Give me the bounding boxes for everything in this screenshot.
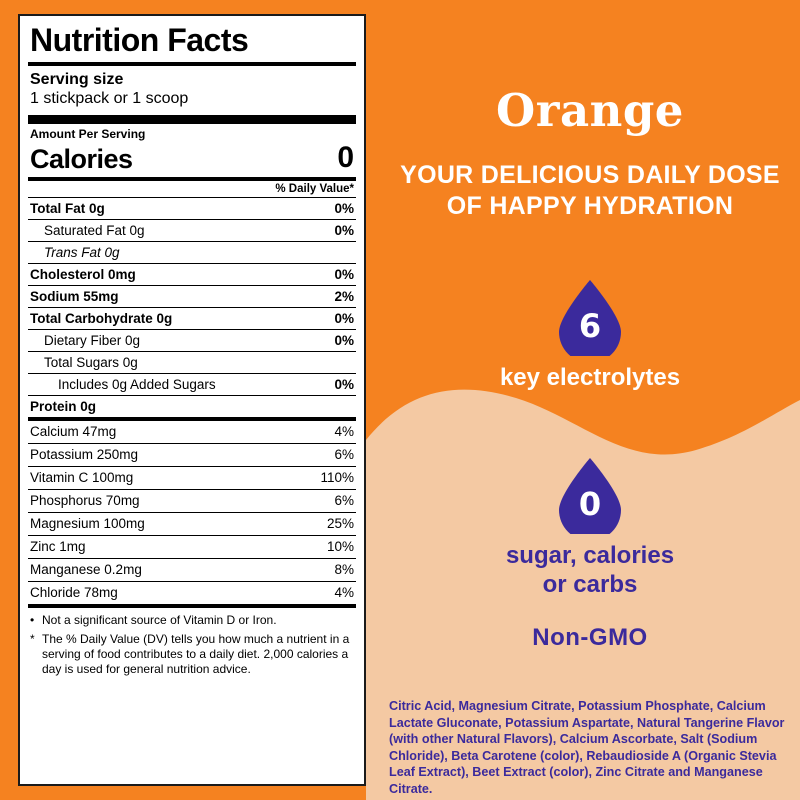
tagline-line-1: YOUR DELICIOUS DAILY DOSE xyxy=(400,161,780,189)
nutrient-dv: 0% xyxy=(334,266,354,282)
nutrient-dv: 2% xyxy=(334,288,354,304)
nutrient-row xyxy=(28,242,356,263)
nutrient-dv: 0% xyxy=(334,310,354,326)
nutrient-row xyxy=(28,374,356,395)
marketing-column xyxy=(380,0,800,800)
water-drop-icon xyxy=(559,458,621,534)
vitamin-dv: 6% xyxy=(334,447,354,463)
vitamin-dv: 110% xyxy=(320,470,354,486)
electrolytes-callout xyxy=(380,280,800,392)
vitamin-name: Calcium 47mg xyxy=(30,424,117,440)
nutrient-row xyxy=(28,308,356,329)
footnote xyxy=(30,632,354,681)
vitamin-name: Potassium 250mg xyxy=(30,447,139,463)
water-drop-icon xyxy=(559,280,621,356)
nutrient-dv: 0% xyxy=(334,376,354,392)
nutrient-row xyxy=(28,396,356,417)
nutrient-name: Protein 0g xyxy=(30,398,97,414)
calories-label: Calories xyxy=(30,143,133,174)
vitamin-row xyxy=(28,490,356,512)
nutrient-name: Total Fat 0g xyxy=(30,200,105,216)
nutrient-name: Total Carbohydrate 0g xyxy=(30,310,173,326)
vitamin-row xyxy=(28,421,356,443)
amount-per-serving-label: Amount Per Serving xyxy=(30,126,146,141)
vitamin-name: Vitamin C 100mg xyxy=(30,470,134,486)
vitamin-row xyxy=(28,444,356,466)
tagline xyxy=(380,160,800,223)
calories-value: 0 xyxy=(337,140,354,174)
daily-value-header: % Daily Value* xyxy=(275,182,354,195)
serving-size-value: 1 stickpack or 1 scoop xyxy=(30,89,189,107)
nutrient-row xyxy=(28,286,356,307)
nutrient-dv: 0% xyxy=(334,332,354,348)
zero-caption-line-2: or carbs xyxy=(542,570,638,598)
footnote-text: The % Daily Value (DV) tells you how much a nutrient in a serving of food contributes to a daily diet. 2,000 calories a day is used for general nutrition advice. xyxy=(42,631,350,676)
nutrient-row xyxy=(28,264,356,285)
vitamin-row xyxy=(28,467,356,489)
nutrient-name: Dietary Fiber 0g xyxy=(44,332,141,348)
serving-size-label: Serving size xyxy=(30,70,124,88)
electrolytes-caption: key electrolytes xyxy=(499,364,681,391)
vitamin-dv: 4% xyxy=(334,424,354,440)
zero-count: 0 xyxy=(578,485,602,523)
footnote-bullet: * xyxy=(30,631,35,646)
vitamin-dv: 6% xyxy=(334,493,354,509)
footnotes xyxy=(28,608,356,681)
vitamin-name: Magnesium 100mg xyxy=(30,516,145,532)
zero-caption xyxy=(380,542,800,600)
nutrition-facts-title: Nutrition Facts xyxy=(30,22,249,58)
vitamin-dv: 4% xyxy=(334,585,354,601)
footnote-bullet: • xyxy=(30,612,35,627)
vitamin-name: Zinc 1mg xyxy=(30,539,86,555)
nutrient-row xyxy=(28,198,356,219)
vitamin-name: Phosphorus 70mg xyxy=(30,493,140,509)
flavor-name: Orange xyxy=(496,84,684,137)
non-gmo-badge: Non-GMO xyxy=(532,624,648,651)
nutrient-name: Sodium 55mg xyxy=(30,288,119,304)
electrolytes-count: 6 xyxy=(578,307,602,345)
vitamin-row xyxy=(28,582,356,604)
nutrient-name: Cholesterol 0mg xyxy=(30,266,136,282)
vitamin-dv: 10% xyxy=(326,539,354,555)
nutrient-dv: 0% xyxy=(334,222,354,238)
vitamin-row xyxy=(28,536,356,558)
tagline-line-2: OF HAPPY HYDRATION xyxy=(446,192,734,221)
vitamin-row xyxy=(28,513,356,535)
calories-block xyxy=(28,124,356,177)
vitamin-name: Manganese 0.2mg xyxy=(30,562,142,578)
vitamin-row xyxy=(28,559,356,581)
nutrition-facts-panel xyxy=(18,14,366,786)
zero-sugar-callout xyxy=(380,458,800,600)
footnote-text: Not a significant source of Vitamin D or Iron. xyxy=(42,612,277,627)
serving-size-block xyxy=(28,66,356,115)
nutrient-dv: 0% xyxy=(334,200,354,216)
ingredients-list: Citric Acid, Magnesium Citrate, Potassium Phosphate, Calcium Lactate Gluconate, Potassium Aspartate, Natural Tangerine Flavor (with other Natural Flavors), Calcium Ascorbate, Salt (Sodium Chloride), Beta Carotene (color), Rebaudioside A (Organic Stevia Leaf Extract), Beet Extract (color), Zinc Citrate and Manganese Citrate. xyxy=(389,699,785,797)
footnote xyxy=(30,613,354,632)
nutrient-name: Total Sugars 0g xyxy=(44,354,138,370)
nutrient-row xyxy=(28,330,356,351)
zero-caption-line-1: sugar, calories xyxy=(505,542,675,569)
nutrient-name: Trans Fat 0g xyxy=(44,244,120,260)
nutrient-name: Includes 0g Added Sugars xyxy=(58,376,216,392)
nutrient-row xyxy=(28,220,356,241)
nutrient-row xyxy=(28,352,356,373)
vitamin-dv: 25% xyxy=(326,516,354,532)
nutrient-name: Saturated Fat 0g xyxy=(44,222,145,238)
vitamin-dv: 8% xyxy=(334,562,354,578)
vitamin-name: Chloride 78mg xyxy=(30,585,118,601)
